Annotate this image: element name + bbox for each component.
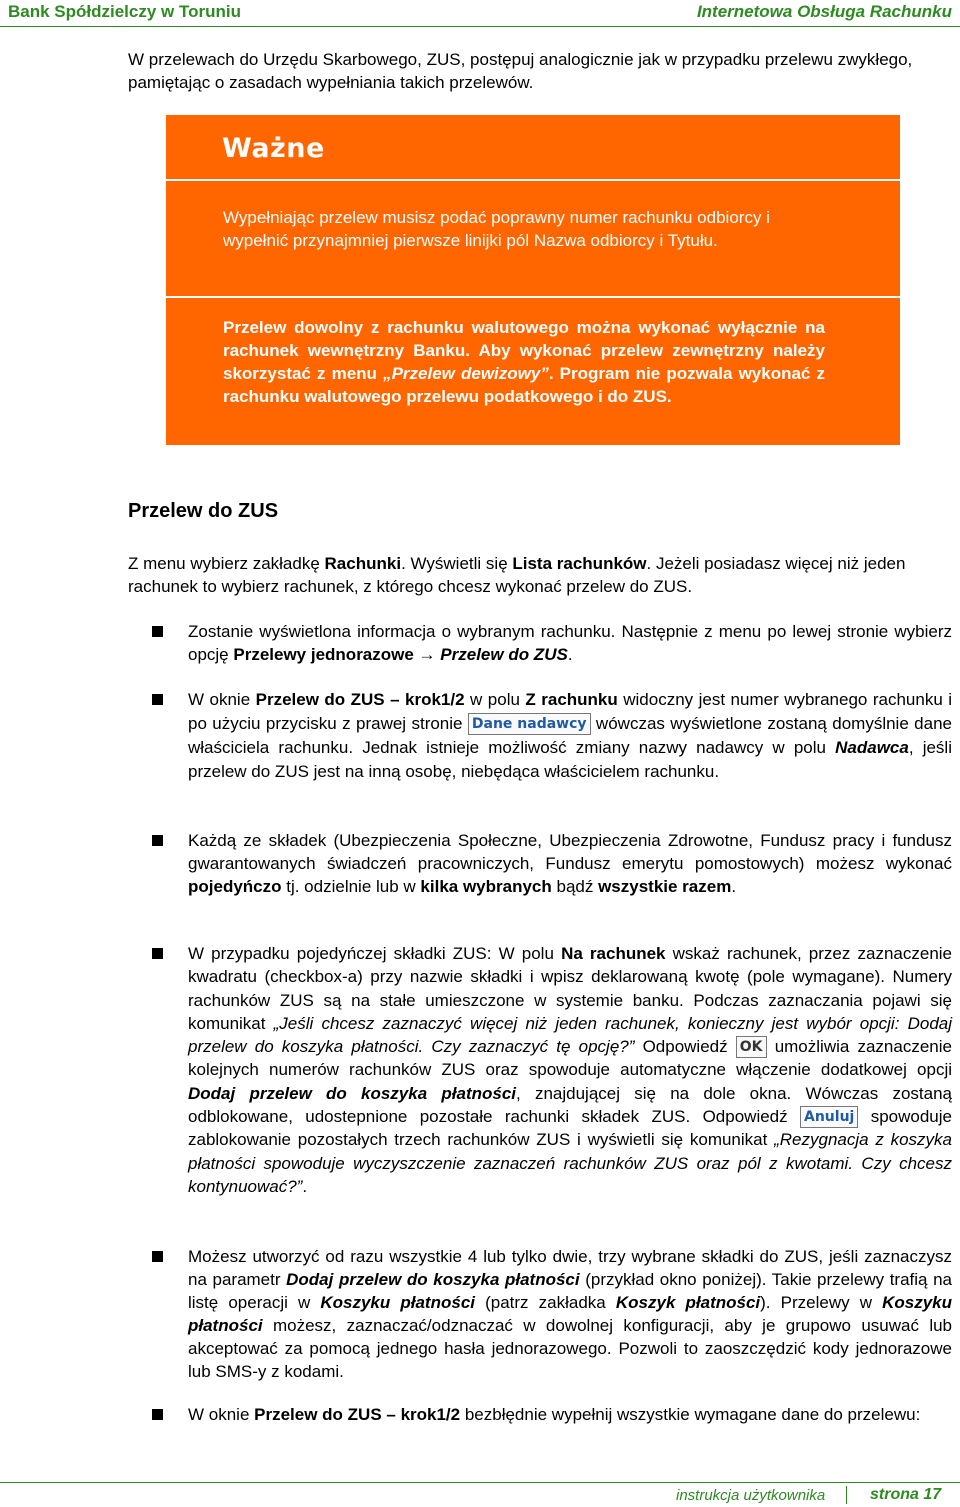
list-item-text: Możesz utworzyć od razu wszystkie 4 lub tylko dwie, trzy wybrane składki do ZUS, jeśli zaznaczysz na parametr Dodaj przelew do koszyka płatności (przykład okno poniżej). Takie przelewy trafią na listę operacji w Koszyku płatności (patrz zakładka Koszyk płatności). Przelewy w Koszyku płatności możesz, zaznaczać/odznaczać w dowolnej konfiguracji, aby je grupowo usuwać lub akceptować za pomocą jednego hasła jednorazowego. Pozwoli to zaoszczędzić kody jednorazowe lub SMS-y z kodami. [188, 1247, 952, 1381]
bank-name: Bank Spółdzielczy w Toruniu [8, 2, 241, 21]
bullet-icon [152, 1251, 163, 1262]
footer-label: instrukcja użytkownika [676, 1487, 826, 1504]
header-rule [0, 26, 960, 27]
important-box [166, 115, 900, 445]
bullet-icon [152, 694, 163, 705]
page-footer [0, 1482, 960, 1507]
list-item-text: W oknie Przelew do ZUS – krok1/2 bezbłędnie wypełnij wszystkie wymagane dane do przelewu: [188, 1405, 921, 1424]
important-paragraph-2: Przelew dowolny z rachunku walutowego można wykonać wyłącznie na rachunek wewnętrzny Banku. Aby wykonać przelew zewnętrzny należy skorzystać z menu „Przelew dewizowy”. Program nie pozwala wykonać z rachunku walutowego przelewu podatkowego i do ZUS. [223, 318, 825, 406]
bullet-icon [152, 948, 163, 959]
bullet-icon [152, 835, 163, 846]
page-number: strona 17 [870, 1486, 942, 1503]
important-heading: Ważne [222, 133, 325, 164]
section-title: Przelew do ZUS [128, 500, 279, 522]
footer-rule [0, 1482, 960, 1483]
box-divider [166, 296, 900, 298]
list-item-text: W przypadku pojedyńczej składki ZUS: W polu Na rachunek wskaż rachunek, przez zaznaczenie kwadratu (checkbox-a) przy nazwie składki i wpisz deklarowaną kwotę (pole wymagane). Numery rachunków ZUS są na stałe umieszczone w systemie banku. Podczas zaznaczania pojawi się komunikat „Jeśli chcesz zaznaczyć więcej niż jeden rachunek, konieczny jest wybór opcji: Dodaj przelew do koszyka płatności. Czy zaznaczyć tę opcję?” Odpowiedź OK umożliwia zaznaczenie kolejnych numerów rachunków ZUS oraz spowoduje automatyczne włączenie dodatkowej opcji Dodaj przelew do koszyka płatności, znajdującej się na dole okna. Wówczas zostaną odblokowane, udostepnione pozostałe rachunki składek ZUS. Odpowiedź Anuluj spowoduje zablokowanie pozostałych trzech rachunków ZUS i wyświetli się komunikat „Rezygnacja z koszyka płatności spowoduje wyczyszczenie zaznaczeń rachunków ZUS oraz pól z kwotami. Czy chcesz kontynuować?”. [188, 944, 953, 1196]
list-item-text: W oknie Przelew do ZUS – krok1/2 w polu Z rachunku widoczny jest numer wybranego rachunku i po użyciu przycisku z prawej stronie Dane nadawcy wówczas wyświetlone zostaną domyślnie dane właściciela rachunku. Jednak istnieje możliwość zmiany nazwy nadawcy w polu Nadawca, jeśli przelew do ZUS jest na inną osobę, niebędąca właścicielem rachunku. [188, 690, 953, 781]
lead-paragraph: Z menu wybierz zakładkę Rachunki. Wyświetli się Lista rachunków. Jeżeli posiadasz więcej niż jeden rachunek to wybierz rachunek, z którego chcesz wykonać przelew do ZUS. [128, 554, 906, 596]
list-item-text: Każdą ze składek (Ubezpieczenia Społeczne, Ubezpieczenia Zdrowotne, Fundusz pracy i fundusz gwarantowanych świadczeń pracowniczych, Fundusz emerytu pomostowych) możesz wykonać pojedyńczo tj. odzielnie lub w kilka wybranych bądź wszystkie razem. [188, 831, 952, 896]
anuluj-button[interactable]: Anuluj [800, 1106, 858, 1128]
bullet-icon [152, 1409, 163, 1420]
ok-button[interactable]: OK [736, 1036, 767, 1058]
intro-paragraph: W przelewach do Urzędu Skarbowego, ZUS, postępuj analogicznie jak w przypadku przelewu zwykłego, pamiętając o zasadach wypełniania takich przelewów. [128, 50, 913, 92]
system-name: Internetowa Obsługa Rachunku [696, 2, 952, 21]
dane-nadawcy-button[interactable]: Dane nadawcy [468, 713, 591, 735]
footer-separator [846, 1486, 847, 1504]
bullet-icon [152, 626, 163, 637]
page-header [0, 0, 960, 26]
important-paragraph-1: Wypełniając przelew musisz podać poprawny numer rachunku odbiorcy i wypełnić przynajmniej pierwsze linijki pól Nazwa odbiorcy i Tytułu. [223, 208, 770, 250]
box-divider [166, 179, 900, 181]
list-item-text: Zostanie wyświetlona informacja o wybranym rachunku. Następnie z menu po lewej stronie wybierz opcję Przelewy jednorazowe → Przelew do ZUS. [188, 622, 952, 664]
